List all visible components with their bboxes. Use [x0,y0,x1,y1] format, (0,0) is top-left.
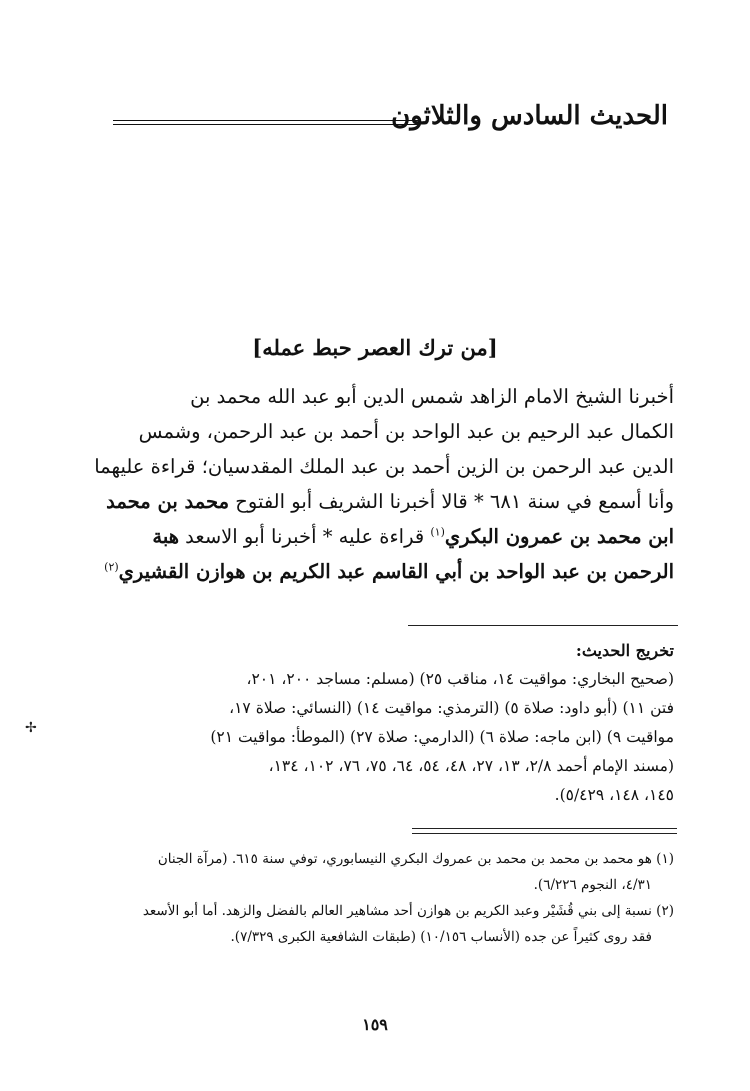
body-segment: قراءة عليه * أخبرنا أبو الاسعد [178,525,431,548]
body-segment: أخبرنا الشيخ الامام الزاهد شمس الدين أبو عبد الله محمد بن [190,385,674,408]
body-segment: محمد بن محمد [106,490,230,513]
chapter-header [113,96,668,140]
body-segment: وأنا أسمع في سنة ٦٨١ * قالا أخبرنا الشريف أبو الفتوح [229,490,674,513]
section-heading: [من ترك العصر حبط عمله] [252,335,498,360]
page-number: ١٥٩ [362,1015,388,1034]
takhrij-line: (مسند الإمام أحمد ٢/٨، ١٣، ٢٧، ٤٨، ٥٤، ٦٤، ٧٥، ٧٦، ١٠٢، ١٣٤، [268,757,674,775]
footnote-2-line: فقد روى كثيراً عن جده (الأنساب ١٠/١٥٦) (طبقات الشافعية الكبرى ٧/٣٢٩). [230,929,652,945]
body-line [112,519,674,554]
footnote-reference: (١) [430,525,445,539]
footnotes [99,846,674,950]
footnote-separator [408,625,678,626]
takhrij-line: فتن ١١) (أبو داود: صلاة ٥) (الترمذي: مواقيت ١٤) (النسائي: صلاة ١٧، [229,699,674,717]
takhrij-title: تخريج الحديث: [575,641,674,660]
body-line [112,379,674,414]
takhrij-section [104,636,674,810]
margin-mark-icon: ✢ [25,720,37,736]
body-line [106,484,674,519]
body-segment: ابن محمد بن عمرون البكري [444,525,674,548]
body-segment: الرحمن بن عبد الواحد بن أبي القاسم عبد الكريم بن هوازن القشيري [118,560,674,583]
body-segment: هبة [152,525,179,548]
takhrij-line: (صحيح البخاري: مواقيت ١٤، مناقب ٢٥) (مسلم: مساجد ٢٠٠، ٢٠١، [246,670,674,688]
header-rule [113,120,418,128]
notes-double-rule [412,828,677,838]
takhrij-line: ١٤٥، ١٤٨، ٥/٤٢٩). [554,786,674,804]
takhrij-line: مواقيت ٩) (ابن ماجه: صلاة ٦) (الدارمي: صلاة ٢٧) (الموطأ: مواقيت ٢١) [210,728,674,746]
body-segment: الكمال عبد الرحيم بن عبد الواحد بن أحمد بن عبد الرحمن، وشمس [138,420,674,443]
body-line [104,554,674,589]
footnote-2-line: (٢) نسبة إلى بني قُشَيْر وعبد الكريم بن هوازن أحد مشاهير العالم بالفضل والزهد. أما أبو الأسعد [142,903,674,919]
body-segment: الدين عبد الرحمن بن الزين أحمد بن عبد الملك المقدسيان؛ قراءة عليهما [94,455,674,478]
footnote-1-line: ٤/٣١، النجوم ٦/٢٢٦). [533,877,652,893]
chapter-title: الحديث السادس والثلاثون [391,101,668,131]
body-line [94,449,674,484]
footnote-1-line: (١) هو محمد بن محمد بن محمد بن عمروك البكري النيسابوري، توفي سنة ٦١٥. (مرآة الجنان [157,851,674,867]
footnote-reference: (٢) [104,560,119,574]
body-line [112,414,674,449]
hadith-chain-text [94,379,674,589]
